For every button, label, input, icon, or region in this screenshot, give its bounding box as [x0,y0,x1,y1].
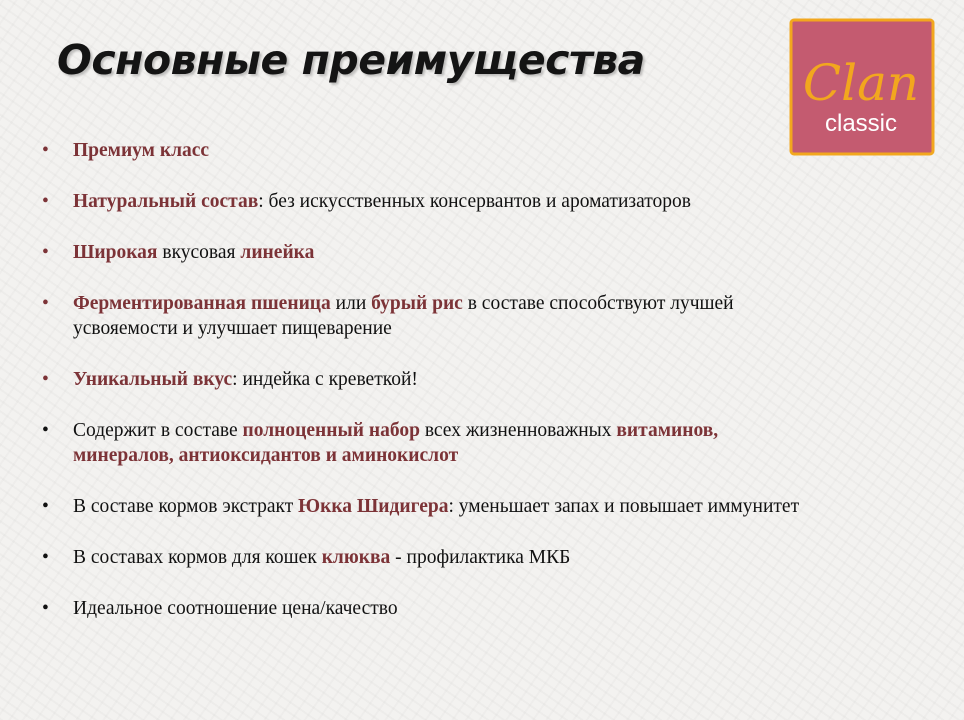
bullet-marker: • [42,547,49,568]
item-text: : уменьшает запах и повышает иммунитет [448,496,800,517]
logo-sub-word: classic [824,110,898,137]
item-text: : без искусственных консервантов и ароматизаторов [258,191,691,212]
bullet-marker: • [42,420,49,441]
advantages-list [42,138,812,621]
slide-title: Основные преимущества [57,36,645,84]
list-item [42,596,812,621]
highlighted-text: клюква [321,547,391,568]
item-text: или [330,293,372,314]
highlighted-text: Уникальный вкус [73,369,233,390]
bullet-marker: • [42,369,49,390]
highlighted-text: Премиум класс [73,140,210,161]
bullet-marker: • [42,598,49,619]
highlighted-text: линейка [240,242,315,263]
list-item [42,291,812,341]
item-text: вкусовая [157,242,241,263]
item-text: : индейка с креветкой! [232,369,418,390]
item-text: в составе способствуют лучшей усвояемости и улучшает пищеварение [73,293,734,339]
item-text: Содержит в составе [73,420,243,441]
list-item [42,240,812,265]
clan-classic-logo [789,18,935,156]
list-item [42,367,812,392]
item-text: В составах кормов для кошек [73,547,322,568]
item-text: Идеальное соотношение цена/качество [73,598,398,619]
highlighted-text: витаминов, минералов, антиоксидантов и аминокислот [73,420,719,466]
highlighted-text: полноценный набор [242,420,420,441]
bullet-marker: • [42,140,49,161]
highlighted-text: Ферментированная пшеница [73,293,331,314]
bullet-marker: • [42,496,49,517]
list-item [42,138,812,163]
highlighted-text: Юкка Шидигера [298,496,449,517]
bullet-marker: • [42,242,49,263]
list-item [42,545,812,570]
item-text: всех жизненноважных [419,420,617,441]
highlighted-text: бурый рис [371,293,463,314]
bullet-marker: • [42,191,49,212]
item-text: - профилактика МКБ [390,547,571,568]
highlighted-text: Широкая [73,242,158,263]
highlighted-text: Натуральный состав [73,191,259,212]
list-item [42,418,812,468]
item-text: В составе кормов экстракт [73,496,299,517]
bullet-marker: • [42,293,49,314]
logo-script-word: Clan [802,54,920,112]
list-item [42,494,812,519]
list-item [42,189,812,214]
